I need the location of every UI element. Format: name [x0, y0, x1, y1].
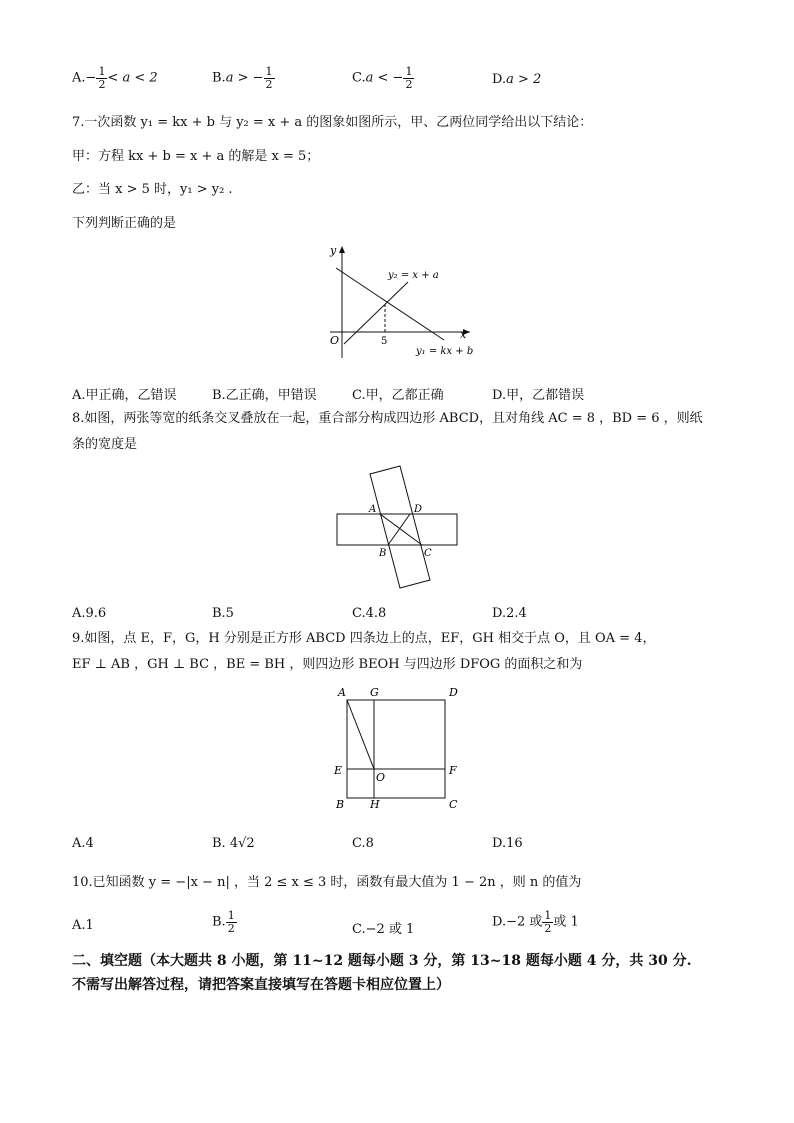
- q8-option-c: C.4.8: [352, 606, 387, 621]
- q10-option-a: A.1: [72, 918, 94, 933]
- q7-graph: [320, 240, 480, 362]
- option-suffix: < a < 2: [107, 70, 158, 86]
- fraction-numerator: 1: [544, 909, 552, 922]
- q8-figure: [330, 462, 464, 592]
- option-suffix: 或 1: [553, 914, 579, 930]
- q7-option-c: C.甲，乙都正确: [352, 388, 444, 403]
- fraction-numerator: 1: [405, 65, 413, 78]
- q8-option-b: B.5: [212, 606, 234, 621]
- option-letter: D.: [492, 72, 507, 87]
- q9-option-c: C.8: [352, 836, 374, 851]
- fraction-numerator: 1: [227, 909, 235, 922]
- q7-option-b: B.乙正确，甲错误: [212, 388, 317, 403]
- q9-stem-line1: 9.如图，点 E，F，G，H 分别是正方形 ABCD 四条边上的点，EF，GH 相交于点 O，且 OA = 4，: [72, 631, 656, 646]
- y-axis-arrow-icon: [339, 246, 345, 253]
- fraction: [264, 66, 275, 90]
- diagonal-bd: [388, 514, 410, 545]
- q6-option-a: [72, 66, 158, 90]
- point-g-label: G: [370, 686, 379, 699]
- point-e-label: E: [334, 764, 343, 777]
- q7-statement-yi: 乙：当 x > 5 时，y₁ > y₂ .: [72, 182, 233, 197]
- q6-option-c: [352, 66, 414, 90]
- q7-option-a: A.甲正确，乙错误: [72, 388, 177, 403]
- point-a-label: A: [369, 504, 377, 515]
- point-c-label: C: [449, 798, 458, 811]
- q7-option-d: D.甲，乙都错误: [492, 388, 585, 403]
- tick-label-5: 5: [381, 336, 388, 347]
- slanted-strip: [370, 466, 430, 588]
- option-prefix: −: [85, 70, 97, 86]
- square-abcd: [347, 700, 445, 798]
- q9-option-b: B. 4√2: [212, 836, 255, 851]
- point-a-label: A: [338, 686, 346, 699]
- fraction-denominator: 2: [405, 77, 413, 91]
- q7-question: 下列判断正确的是: [72, 216, 177, 231]
- q8-stem-line1: 8.如图，两张等宽的纸条交叉叠放在一起，重合部分构成四边形 ABCD，且对角线 AC = 8 ，BD = 6 ，则纸: [72, 411, 703, 426]
- q6-option-d: [492, 72, 541, 87]
- q10-option-c: C.−2 或 1: [352, 922, 415, 937]
- fraction-denominator: 2: [265, 77, 273, 91]
- option-letter: A.: [72, 70, 86, 86]
- fraction-numerator: 1: [98, 65, 106, 78]
- q8-option-a: A.9.6: [72, 606, 107, 621]
- q10-stem: 10.已知函数 y = −|x − n| ，当 2 ≤ x ≤ 3 时，函数有最大值为 1 − 2n ，则 n 的值为: [72, 875, 582, 890]
- q6-option-b: [212, 66, 275, 90]
- segment-oa: [347, 700, 374, 769]
- section-heading-line2: 不需写出解答过程，请把答案直接填写在答题卡相应位置上）: [72, 977, 450, 993]
- section-heading-line1: 二、填空题（本大题共 8 小题，第 11~12 题每小题 3 分，第 13~18 题每小题 4 分，共 30 分.: [72, 953, 692, 969]
- fraction: [403, 66, 414, 90]
- fraction: [226, 910, 237, 934]
- origin-label: O: [330, 334, 340, 347]
- fraction: [96, 66, 107, 90]
- option-letter: D.−2 或: [492, 914, 543, 930]
- q9-option-a: A.4: [72, 836, 94, 851]
- point-f-label: F: [449, 764, 457, 777]
- fraction: [542, 910, 553, 934]
- q7-stem: 7.一次函数 y₁ = kx + b 与 y₂ = x + a 的图象如图所示，甲、乙两位同学给出以下结论：: [72, 115, 593, 130]
- point-o-label: O: [376, 771, 386, 784]
- y-axis-label: y: [330, 244, 337, 257]
- diagonal-ac: [380, 514, 422, 545]
- line-y1-label: y₁ = kx + b: [416, 346, 474, 357]
- q8-stem-line2: 条的宽度是: [72, 437, 138, 452]
- option-prefix: a > −: [225, 70, 264, 86]
- point-d-label: D: [414, 504, 423, 515]
- q8-option-d: D.2.4: [492, 606, 527, 621]
- point-d-label: D: [449, 686, 458, 699]
- point-c-label: C: [424, 548, 432, 559]
- horizontal-strip: [337, 514, 457, 545]
- line-y2-label: y₂ = x + a: [388, 270, 439, 281]
- option-letter: B.: [212, 70, 226, 86]
- q7-statement-jia: 甲：方程 kx + b = x + a 的解是 x = 5；: [72, 149, 320, 164]
- q10-option-d: [492, 910, 579, 934]
- fraction-denominator: 2: [544, 921, 552, 935]
- point-h-label: H: [370, 798, 380, 811]
- fraction-numerator: 1: [265, 65, 273, 78]
- point-b-label: B: [379, 548, 387, 559]
- fraction-denominator: 2: [98, 77, 106, 91]
- x-axis-label: x: [460, 328, 467, 341]
- option-text: a > 2: [506, 72, 542, 87]
- option-letter: B.: [212, 914, 226, 930]
- line-y2: [344, 282, 408, 344]
- option-prefix: a < −: [365, 70, 404, 86]
- q9-stem-line2: EF ⊥ AB ，GH ⊥ BC ，BE = BH ，则四边形 BEOH 与四边形 DFOG 的面积之和为: [72, 657, 583, 672]
- q9-figure: [330, 684, 464, 814]
- q10-option-b: [212, 910, 237, 934]
- point-b-label: B: [336, 798, 345, 811]
- option-letter: C.: [352, 70, 366, 86]
- fraction-denominator: 2: [227, 921, 235, 935]
- q9-option-d: D.16: [492, 836, 523, 851]
